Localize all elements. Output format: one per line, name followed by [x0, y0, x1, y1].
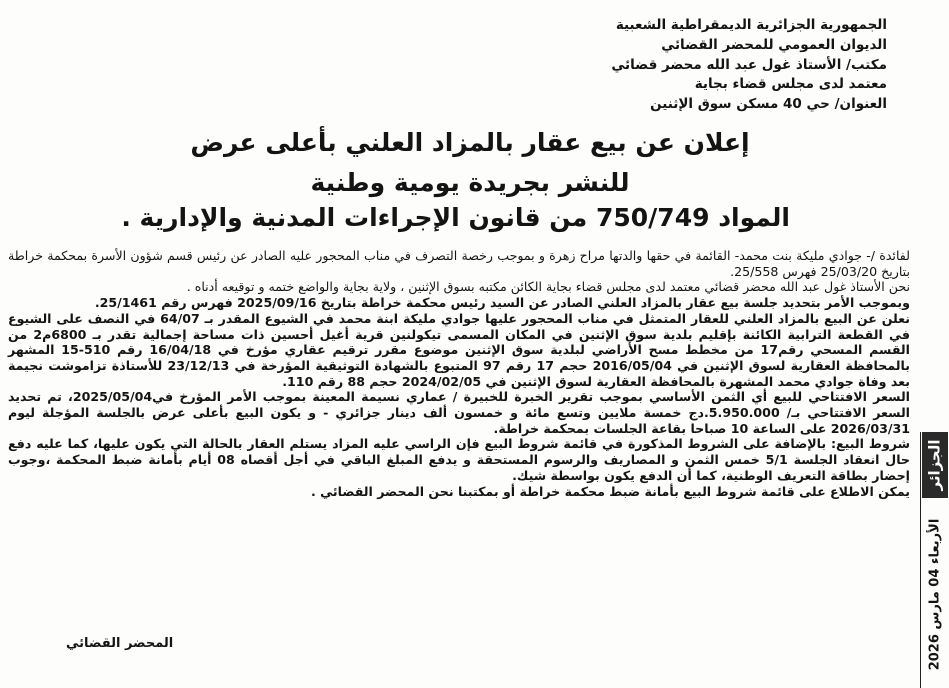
paragraph-conditions: شروط البيع: بالإضافة على الشروط المذكورة في قائمة شروط البيع فإن الراسي عليه المزاد يستلم العقار بالحالة التي يكون عليها، كما عليه دفع حال انعقاد الجلسة 5/1 خمس الثمن و المصاريف والرسوم المستحقة و يدفع المبلغ الباقي في أجل أقصاه 08 أيام بأمانة ضبط المحكمة ،وجوب إحضار بطاقة التعريف الوطنية، كما أن الدفع يكون بواسطة شيك.	[8, 436, 911, 483]
newspaper-logo-text: الجزائر	[926, 439, 944, 491]
signature: المحضر القضائي	[66, 636, 174, 651]
paragraph-property: نعلن عن البيع بالمزاد العلني للعقار المتمثل في مناب المحجور عليها جوادي مليكة ابنة محمد في الشيوع المقدر بـ 64/07 في النصف على الشيوع في القطعة الترابية الكائنة بإقليم بلدية سوق الإثنين في المكان المسمى تيكولنين قرية أغيل أحسين ذات مساحة إجمالية تقدر بـ 6800م2 من القسم المسحي رقم17 من مخطط مسح الأراضي لبلدية سوق الإثنين موضوع مقرر ترقيم عقاري مؤرخ في 16/04/18 رقم 510-15 المشهر بالمحافظة العقارية لسوق الإثنين في 2016/05/04 حجم 17 رقم 97 المتبوع بالشهادة التوثيقية المؤرخة في 23/12/13 للأستاذة تزاموشت نجيمة بعد وفاة جوادي محمد المشهرة بالمحافظة العقارية لسوق الإثنين في 2024/02/05 حجم 88 رقم 110.	[8, 310, 911, 389]
header-address: العنوان/ حي 40 مسكن سوق الإثنين	[650, 96, 887, 113]
issue-date-text: الأربعاء 04 مارس 2026	[927, 518, 943, 670]
header-bailiff: مكتب/ الأستاذ غول عبد الله محضر قضائي	[611, 56, 887, 73]
paragraph-consultation: يمكن الاطلاع على قائمة شروط البيع بأمانة ضبط محكمة خراطة أو بمكتبنا نحن المحضر القضائي .	[310, 483, 910, 499]
notice-subtitle: للنشر بجريدة يومية وطنية	[310, 168, 630, 197]
paragraph-price: السعر الافتتاحي للبيع أي الثمن الأساسي بموجب تقرير الخبرة للخبيرة / عماري نسيمة المعينة بموجب الأمر المؤرخ في2025/05/04، تم تحديد السعر الافتتاحي بـ/ 5.950.000.دج خمسة ملايين وتسع مائة و خمسون ألف دينار جزائري - و يكون البيع بأعلى عرض بالجلسة المؤجلة ليوم 2026/03/31 على الساعة 10 صباحا بقاعة الجلسات بمحكمة خراطة.	[8, 389, 911, 436]
notice-legal-articles: المواد 750/749 من قانون الإجراءات المدنية والإدارية .	[121, 203, 790, 232]
newspaper-logo	[922, 432, 948, 498]
newspaper-side-strip	[920, 432, 949, 688]
paragraph-beneficiary: لفائدة /- جوادي مليكة بنت محمد- القائمة في حقها والدتها مراح زهرة و بموجب رخصة التصرف في مناب المحجور عليه الصادر عن رئيس قسم شؤون الأسرة بمحكمة خراطة بتاريخ 25/03/20 فهرس 25/558.	[8, 248, 910, 279]
notice-body	[8, 248, 910, 499]
issue-date	[922, 504, 948, 684]
header-republic: الجمهورية الجزائرية الديمقراطية الشعبية	[615, 17, 887, 33]
header-court: معتمد لدى مجلس قضاء بجاية	[694, 76, 887, 93]
notice-title: إعلان عن بيع عقار بالمزاد العلني بأعلى عرض	[190, 128, 750, 157]
issuer-header	[467, 16, 887, 115]
header-office: الديوان العمومي للمحضر القضائي	[661, 36, 887, 53]
paragraph-court-order: وبموجب الأمر بتحديد جلسة بيع عقار بالمزاد العلني الصادر عن السيد رئيس محكمة خراطة بتاريخ 2025/09/16 فهرس رقم 25/1461.	[94, 295, 910, 311]
paragraph-bailiff: نحن الأستاذ غول عبد الله محضر قضائي معتمد لدى مجلس قضاء بجاية الكائن مكتبه بسوق الإثنين ، ولاية بجاية والواضع ختمه و توقيعه أدناه .	[186, 279, 910, 295]
